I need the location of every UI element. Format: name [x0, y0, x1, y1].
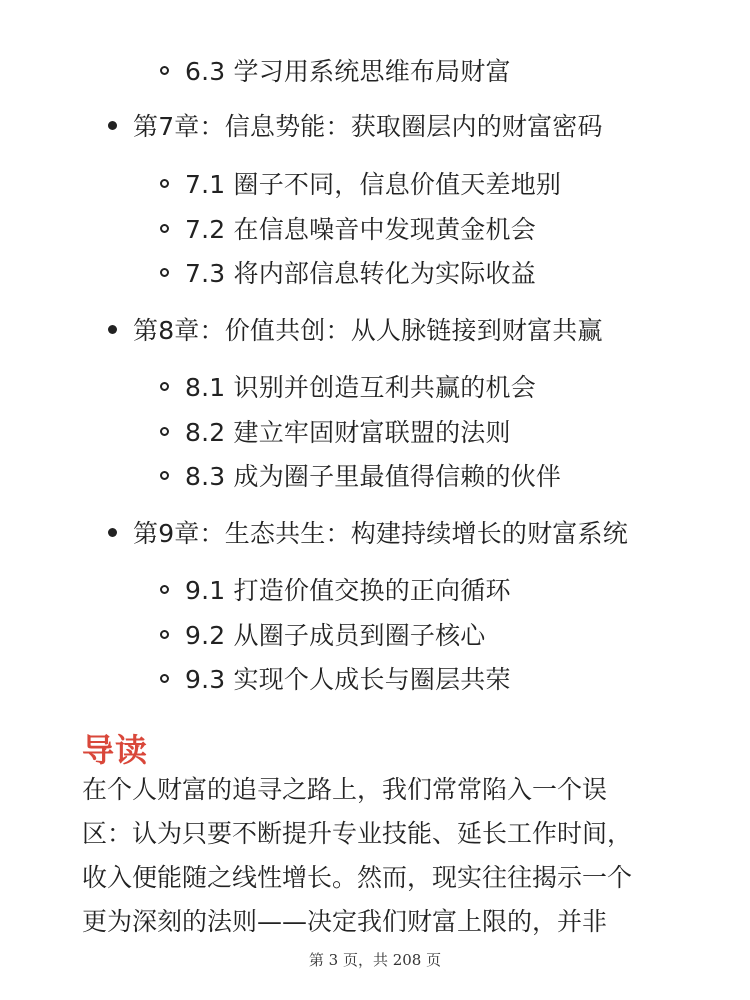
filled-dot-bullet-icon: [108, 121, 117, 130]
toc-section-item[interactable]: [160, 161, 561, 205]
hollow-circle-bullet-icon: [160, 630, 169, 639]
hollow-circle-bullet-icon: [160, 268, 169, 277]
hollow-circle-bullet-icon: [160, 585, 169, 594]
paragraph-line: 收入便能随之线性增长。然而，现实往往揭示一个: [82, 863, 633, 892]
toc-item-label: 6.3 学习用系统思维布局财富: [185, 57, 511, 86]
filled-dot-bullet-icon: [108, 325, 117, 334]
toc-item-label: 8.2 建立牢固财富联盟的法则: [185, 418, 511, 447]
page-number-footer: 第 3 页，共 208 页: [308, 951, 442, 969]
toc-chapter-item[interactable]: [108, 307, 603, 351]
toc-section-item[interactable]: [160, 567, 511, 611]
hollow-circle-bullet-icon: [160, 179, 169, 188]
toc-item-label: 7.2 在信息噪音中发现黄金机会: [185, 215, 536, 244]
toc-section-item[interactable]: [160, 250, 536, 294]
toc-item-label: 9.3 实现个人成长与圈层共荣: [185, 665, 511, 694]
toc-item-label: 第7章：信息势能：获取圈层内的财富密码: [133, 112, 603, 141]
toc-section-item[interactable]: [160, 612, 486, 656]
toc-item-label: 8.1 识别并创造互利共赢的机会: [185, 373, 536, 402]
toc-section-item[interactable]: [160, 453, 561, 497]
paragraph-line: 在个人财富的追寻之路上，我们常常陷入一个误: [82, 775, 608, 804]
toc-item-label: 9.2 从圈子成员到圈子核心: [185, 621, 486, 650]
toc-section-item[interactable]: [160, 206, 536, 250]
hollow-circle-bullet-icon: [160, 674, 169, 683]
intro-paragraph: [82, 768, 672, 944]
toc-section-item[interactable]: [160, 48, 511, 92]
toc-section-item[interactable]: [160, 656, 511, 700]
paragraph-line: 更为深刻的法则——决定我们财富上限的，并非: [82, 907, 608, 936]
toc-item-label: 8.3 成为圈子里最值得信赖的伙伴: [185, 462, 562, 491]
toc-item-label: 9.1 打造价值交换的正向循环: [185, 576, 511, 605]
hollow-circle-bullet-icon: [160, 382, 169, 391]
hollow-circle-bullet-icon: [160, 427, 169, 436]
toc-section-item[interactable]: [160, 409, 511, 453]
paragraph-line: 区：认为只要不断提升专业技能、延长工作时间，: [82, 819, 633, 848]
toc-item-label: 第9章：生态共生：构建持续增长的财富系统: [133, 519, 628, 548]
toc-item-label: 7.3 将内部信息转化为实际收益: [185, 259, 536, 288]
hollow-circle-bullet-icon: [160, 224, 169, 233]
toc-chapter-item[interactable]: [108, 510, 628, 554]
filled-dot-bullet-icon: [108, 528, 117, 537]
toc-item-label: 第8章：价值共创：从人脉链接到财富共赢: [133, 316, 603, 345]
toc-chapter-item[interactable]: [108, 103, 603, 147]
intro-heading: 导读: [82, 731, 149, 769]
toc-section-item[interactable]: [160, 364, 536, 408]
hollow-circle-bullet-icon: [160, 66, 169, 75]
hollow-circle-bullet-icon: [160, 471, 169, 480]
toc-item-label: 7.1 圈子不同，信息价值天差地别: [185, 170, 562, 199]
